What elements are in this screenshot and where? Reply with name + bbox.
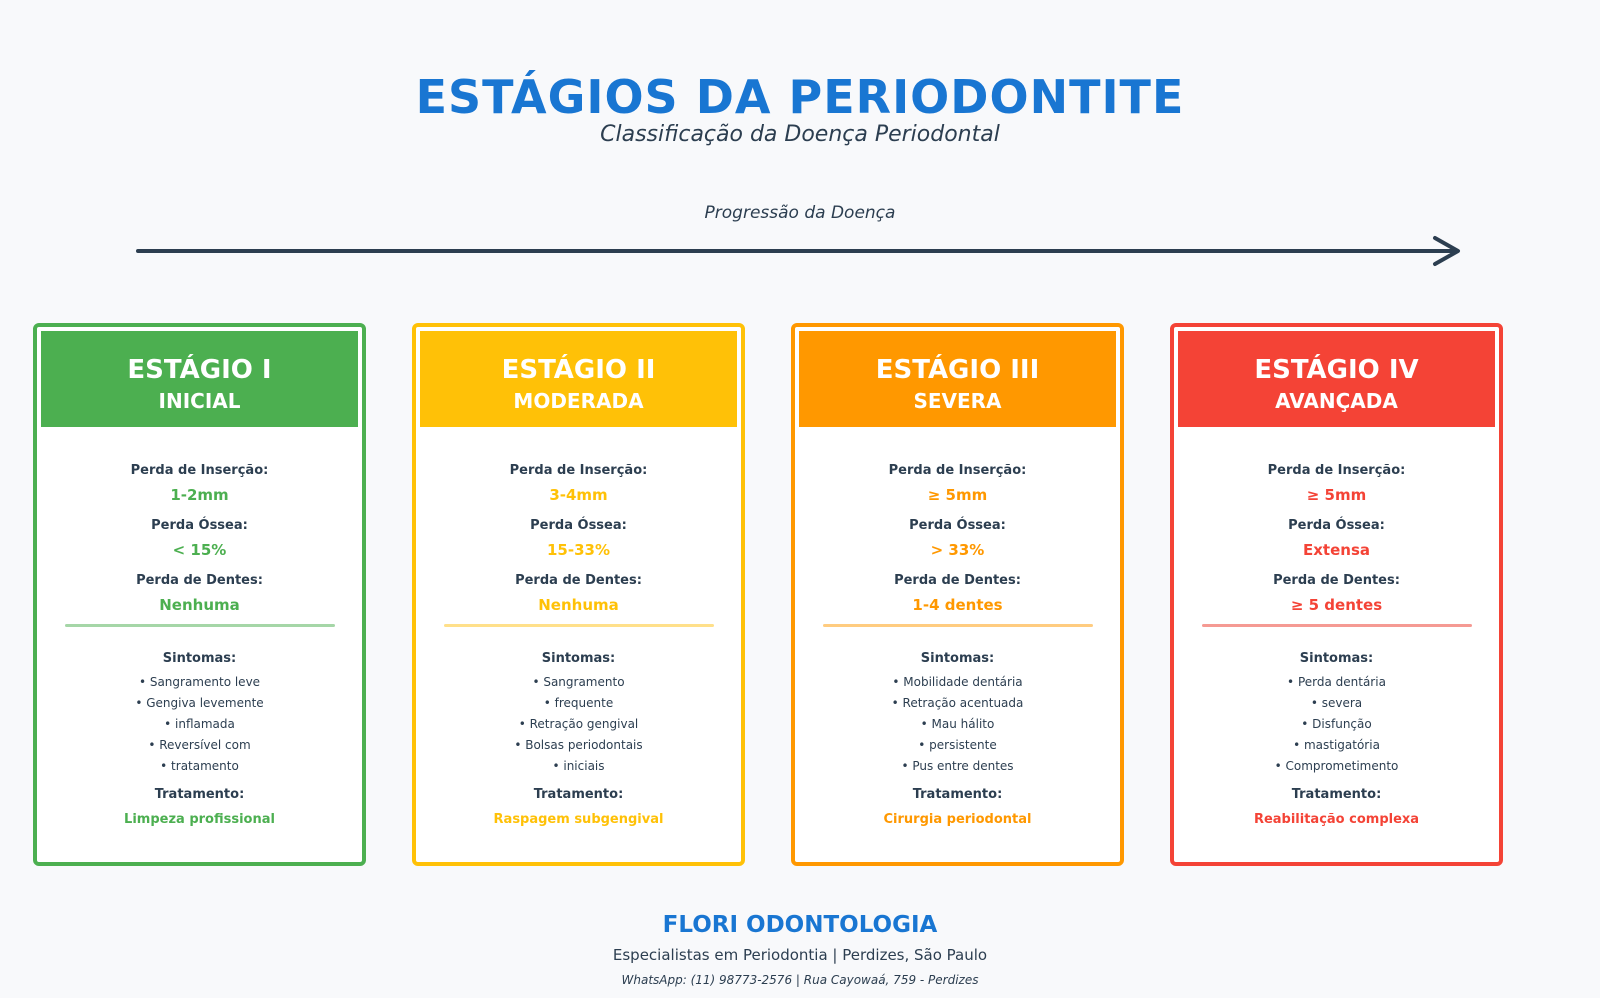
footer-subtitle: Especialistas em Periodontia | Perdizes, São Paulo	[612, 946, 988, 964]
footer-brand: FLORI ODONTOLOGIA	[662, 912, 938, 938]
dentes-label: Perda de Dentes:	[515, 573, 642, 588]
dentes-label: Perda de Dentes:	[1273, 573, 1400, 588]
symptom-item: • Retração gengival	[518, 717, 639, 731]
stage-card-3	[791, 323, 1124, 866]
sintomas-label: Sintomas:	[1299, 651, 1374, 666]
symptom-item: • Bolsas periodontais	[514, 738, 643, 752]
ossea-value: < 15%	[172, 541, 227, 559]
insercao-label: Perda de Inserção:	[1267, 463, 1406, 478]
ossea-label: Perda Óssea:	[151, 518, 248, 533]
ossea-label: Perda Óssea:	[530, 518, 627, 533]
stage-header	[1178, 331, 1495, 427]
stage-card-2	[412, 323, 745, 866]
footer-contact: WhatsApp: (11) 98773-2576 | Rua Cayowaá, 759 - Perdizes	[621, 973, 979, 987]
dentes-value: Nenhuma	[159, 596, 240, 614]
insercao-value: ≥ 5mm	[927, 486, 988, 504]
dentes-value: Nenhuma	[538, 596, 619, 614]
tratamento-value: Limpeza profissional	[124, 812, 275, 827]
symptom-list	[37, 672, 362, 777]
ossea-value: 15-33%	[546, 541, 610, 559]
symptom-item: • Retração acentuada	[891, 696, 1024, 710]
symptom-item: • Sangramento	[532, 675, 625, 689]
stage-level: SEVERA	[913, 389, 1002, 413]
symptom-list	[795, 672, 1120, 777]
symptom-list	[416, 672, 741, 777]
stage-level: AVANÇADA	[1275, 389, 1398, 413]
stage-name: ESTÁGIO III	[875, 355, 1040, 385]
stage-name: ESTÁGIO I	[127, 355, 272, 385]
insercao-label: Perda de Inserção:	[130, 463, 269, 478]
ossea-value: > 33%	[930, 541, 985, 559]
divider	[823, 624, 1093, 627]
page-subtitle: Classificação da Doença Periodontal	[600, 122, 1000, 147]
page-title: ESTÁGIOS DA PERIODONTITE	[415, 70, 1185, 124]
sintomas-label: Sintomas:	[162, 651, 237, 666]
stage-name: ESTÁGIO II	[501, 355, 656, 385]
dentes-value: ≥ 5 dentes	[1290, 596, 1383, 614]
stage-card-4	[1170, 323, 1503, 866]
symptom-item: • Reversível com	[148, 738, 251, 752]
tratamento-label: Tratamento:	[533, 787, 624, 802]
tratamento-label: Tratamento:	[154, 787, 245, 802]
insercao-label: Perda de Inserção:	[509, 463, 648, 478]
progress-label: Progressão da Doença	[704, 203, 896, 223]
sintomas-label: Sintomas:	[541, 651, 616, 666]
symptom-item: • Gengiva levemente	[135, 696, 264, 710]
ossea-label: Perda Óssea:	[1288, 518, 1385, 533]
stage-name: ESTÁGIO IV	[1254, 355, 1419, 385]
dentes-value: 1-4 dentes	[912, 596, 1003, 614]
stage-level: MODERADA	[513, 389, 644, 413]
symptom-item: • Sangramento leve	[138, 675, 261, 689]
tratamento-value: Reabilitação complexa	[1253, 812, 1420, 827]
stage-header	[41, 331, 358, 427]
symptom-item: • tratamento	[160, 759, 239, 773]
dentes-label: Perda de Dentes:	[894, 573, 1021, 588]
tratamento-value: Raspagem subgengival	[493, 812, 664, 827]
symptom-item: • iniciais	[552, 759, 605, 773]
tratamento-label: Tratamento:	[912, 787, 1003, 802]
symptom-item: • mastigatória	[1293, 738, 1380, 752]
symptom-item: • Disfunção	[1301, 717, 1372, 731]
tratamento-label: Tratamento:	[1291, 787, 1382, 802]
dentes-label: Perda de Dentes:	[136, 573, 263, 588]
symptom-item: • Mobilidade dentária	[892, 675, 1023, 689]
stage-card-1	[33, 323, 366, 866]
symptom-item: • persistente	[918, 738, 997, 752]
symptom-item: • Perda dentária	[1287, 675, 1386, 689]
symptom-list	[1174, 672, 1499, 777]
symptom-item: • Mau hálito	[920, 717, 995, 731]
insercao-value: ≥ 5mm	[1306, 486, 1367, 504]
insercao-value: 1-2mm	[170, 486, 229, 504]
insercao-label: Perda de Inserção:	[888, 463, 1027, 478]
progress-arrow	[130, 230, 1470, 270]
divider	[65, 624, 335, 627]
symptom-item: • Comprometimento	[1274, 759, 1399, 773]
ossea-label: Perda Óssea:	[909, 518, 1006, 533]
tratamento-value: Cirurgia periodontal	[883, 812, 1032, 827]
symptom-item: • severa	[1310, 696, 1363, 710]
ossea-value: Extensa	[1303, 541, 1370, 559]
divider	[444, 624, 714, 627]
sintomas-label: Sintomas:	[920, 651, 995, 666]
stage-header	[420, 331, 737, 427]
symptom-item: • frequente	[543, 696, 614, 710]
symptom-item: • inflamada	[164, 717, 235, 731]
stage-header	[799, 331, 1116, 427]
insercao-value: 3-4mm	[549, 486, 608, 504]
symptom-item: • Pus entre dentes	[901, 759, 1014, 773]
stage-level: INICIAL	[158, 389, 241, 413]
divider	[1202, 624, 1472, 627]
